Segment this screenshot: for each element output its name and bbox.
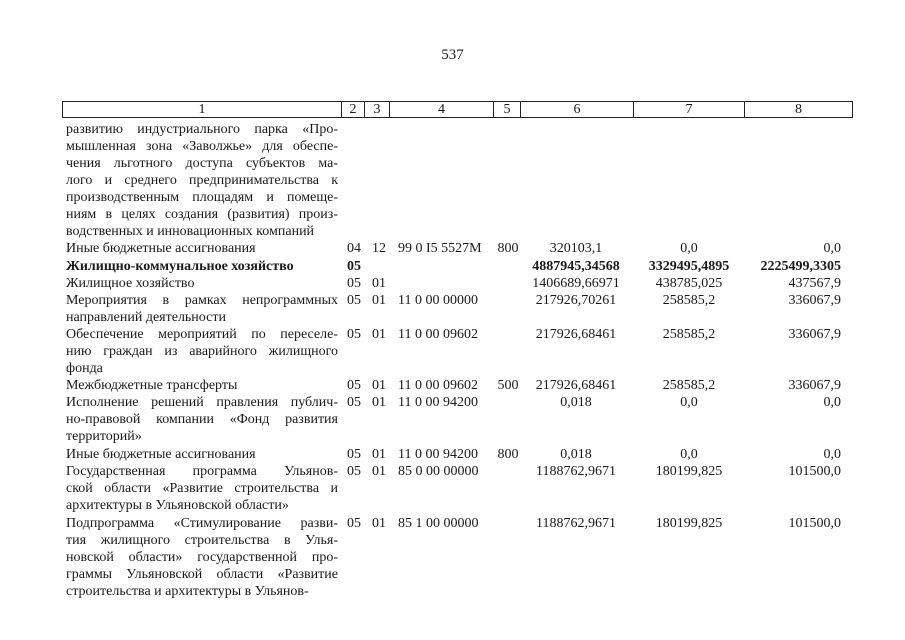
cell-col-3: 01 (372, 327, 386, 342)
cell-col-7: 0,0 (680, 447, 698, 462)
cell-col-2: 05 (347, 516, 361, 531)
description-line: развитию индустриального парка «Про- (66, 122, 338, 137)
description-line: ниям в целях создания (развития) произ- (66, 207, 338, 222)
header-col-1: 1 (62, 101, 342, 118)
cell-col-8: 101500,0 (788, 516, 841, 531)
description-line: но-правовой компании «Фонд развития (66, 412, 338, 427)
description-line: Подпрограмма «Стимулирование разви- (66, 516, 338, 531)
row-description (66, 292, 338, 326)
cell-col-7: 3329495,4895 (648, 259, 730, 274)
cell-col-3: 01 (372, 276, 386, 291)
description-line: Мероприятия в рамках непрограммных (66, 293, 338, 308)
cell-col-8: 101500,0 (788, 464, 841, 479)
cell-col-2: 05 (347, 259, 361, 274)
cell-col-6: 320103,1 (549, 241, 603, 256)
description-line: Межбюджетные трансферты (66, 378, 238, 393)
cell-col-7: 180199,825 (655, 464, 723, 479)
cell-col-6: 0,018 (560, 447, 592, 462)
cell-col-6: 1188762,9671 (536, 516, 616, 531)
cell-col-3: 01 (372, 395, 386, 410)
cell-col-6: 217926,70261 (535, 293, 617, 308)
cell-col-2: 05 (347, 276, 361, 291)
row-description (66, 240, 338, 257)
header-col-2: 2 (341, 101, 365, 118)
cell-col-7: 0,0 (680, 395, 698, 410)
cell-col-8: 336067,9 (788, 327, 841, 342)
cell-col-2: 05 (347, 395, 361, 410)
cell-col-8: 0,0 (823, 241, 841, 256)
description-line: Обеспечение мероприятий по переселе- (66, 327, 338, 342)
description-line: Государственная программа Ульянов- (66, 464, 338, 479)
cell-col-7: 258585,2 (662, 293, 716, 308)
header-col-7: 7 (633, 101, 745, 118)
row-description (66, 258, 338, 275)
cell-col-6: 4887945,34568 (532, 259, 620, 274)
cell-col-6: 1406689,66971 (532, 276, 620, 291)
cell-col-7: 258585,2 (662, 378, 716, 393)
cell-col-5: 800 (497, 241, 519, 256)
row-description (66, 446, 338, 463)
description-line: водственных и инновационных компаний (66, 224, 315, 239)
cell-col-2: 05 (347, 447, 361, 462)
cell-col-3: 01 (372, 293, 386, 308)
cell-col-6: 1188762,9671 (536, 464, 616, 479)
description-line: чения льготного доступа субъектов ма- (66, 156, 338, 171)
row-description (66, 121, 338, 240)
cell-col-8: 336067,9 (788, 378, 841, 393)
row-description (66, 275, 338, 292)
header-col-4: 4 (389, 101, 494, 118)
cell-col-7: 438785,025 (655, 276, 723, 291)
cell-col-6: 0,018 (560, 395, 592, 410)
cell-col-4: 11 0 00 00000 (398, 293, 478, 308)
cell-col-4: 99 0 I5 5527M (398, 241, 482, 256)
cell-col-8: 2225499,3305 (760, 259, 841, 274)
cell-col-7: 0,0 (680, 241, 698, 256)
description-line: тия жилищного строительства в Улья- (66, 533, 338, 548)
description-line: фонда (66, 361, 103, 376)
cell-col-3: 01 (372, 378, 386, 393)
row-description (66, 463, 338, 514)
cell-col-3: 01 (372, 447, 386, 462)
description-line: мышленная зона «Заволжье» для обеспе- (66, 139, 338, 154)
cell-col-2: 05 (347, 378, 361, 393)
cell-col-2: 05 (347, 327, 361, 342)
cell-col-6: 217926,68461 (535, 327, 617, 342)
description-line: лого и среднего предпринимательства к (66, 173, 338, 188)
row-description (66, 377, 338, 394)
cell-col-7: 180199,825 (655, 516, 723, 531)
header-col-3: 3 (364, 101, 390, 118)
description-line: Жилищное хозяйство (66, 276, 195, 291)
description-line: граммы Ульяновской области «Развитие (66, 567, 338, 582)
description-line: нию граждан из аварийного жилищного (66, 344, 338, 359)
cell-col-5: 500 (497, 378, 519, 393)
header-col-5: 5 (493, 101, 521, 118)
cell-col-6: 217926,68461 (535, 378, 617, 393)
description-line: архитектуры в Ульяновской области» (66, 498, 289, 513)
description-line: Жилищно-коммунальное хозяйство (66, 259, 294, 274)
description-line: направлений деятельности (66, 310, 226, 325)
cell-col-2: 04 (347, 241, 361, 256)
cell-col-7: 258585,2 (662, 327, 716, 342)
description-line: ской области «Развитие строительства и (66, 481, 338, 496)
cell-col-4: 85 1 00 00000 (398, 516, 479, 531)
cell-col-8: 336067,9 (788, 293, 841, 308)
row-description (66, 394, 338, 445)
cell-col-3: 12 (372, 241, 386, 256)
cell-col-8: 0,0 (823, 395, 841, 410)
cell-col-4: 11 0 00 94200 (398, 447, 478, 462)
description-line: Исполнение решений правления публич- (66, 395, 338, 410)
header-col-8: 8 (744, 101, 853, 118)
cell-col-8: 437567,9 (788, 276, 841, 291)
cell-col-4: 85 0 00 00000 (398, 464, 479, 479)
header-col-6: 6 (520, 101, 634, 118)
cell-col-4: 11 0 00 94200 (398, 395, 478, 410)
description-line: производственным площадям и помеще- (66, 190, 338, 205)
row-description (66, 515, 338, 600)
page-number: 537 (441, 47, 464, 63)
description-line: строительства и архитектуры в Ульянов- (66, 584, 309, 599)
cell-col-3: 01 (372, 516, 386, 531)
cell-col-5: 800 (497, 447, 519, 462)
cell-col-4: 11 0 00 09602 (398, 327, 478, 342)
cell-col-2: 05 (347, 464, 361, 479)
description-line: Иные бюджетные ассигнования (66, 447, 256, 462)
description-line: территорий» (66, 429, 142, 444)
description-line: Иные бюджетные ассигнования (66, 241, 256, 256)
cell-col-8: 0,0 (823, 447, 841, 462)
cell-col-3: 01 (372, 464, 386, 479)
row-description (66, 326, 338, 377)
description-line: новской области» государственной про- (66, 550, 338, 565)
cell-col-4: 11 0 00 09602 (398, 378, 478, 393)
cell-col-2: 05 (347, 293, 361, 308)
